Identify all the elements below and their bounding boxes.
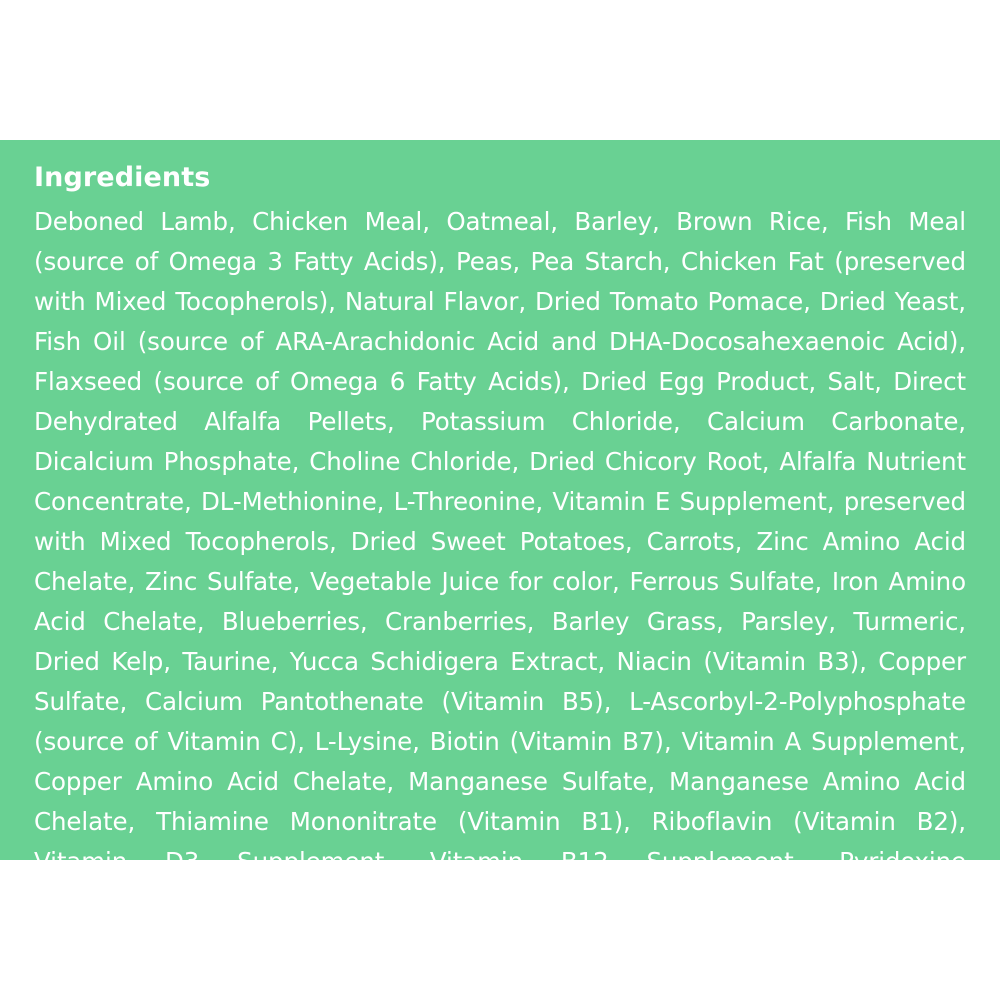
ingredients-panel	[0, 140, 1000, 957]
ingredients-text: Deboned Lamb, Chicken Meal, Oatmeal, Barley, Brown Rice, Fish Meal (source of Omega 3 Fatty Acids), Peas, Pea Starch, Chicken Fat (preserved with Mixed Tocopherols), Natural Flavor, Dried Tomato Pomace, Dried Yeast, Fish Oil (source of ARA-Arachidonic Acid and DHA-Docosahexaenoic Acid), Flaxseed (source of Omega 6 Fatty Acids), Dried Egg Product, Salt, Direct Dehydrated Alfalfa Pellets, Potassium Chloride, Calcium Carbonate, Dicalcium Phosphate, Choline Chloride, Dried Chicory Root, Alfalfa Nutrient Concentrate, DL-Methionine, L-Threonine, Vitamin E Supplement, preserved with Mixed Tocopherols, Dried Sweet Potatoes, Carrots, Zinc Amino Acid Chelate, Zinc Sulfate, Vegetable Juice for color, Ferrous Sulfate, Iron Amino Acid Chelate, Blueberries, Cranberries, Barley Grass, Parsley, Turmeric, Dried Kelp, Taurine, Yucca Schidigera Extract, Niacin (Vitamin B3), Copper Sulfate, Calcium Pantothenate (Vitamin B5), L-Ascorbyl-2-Polyphosphate (source of Vitamin C), L-Lysine, Biotin (Vitamin B7), Vitamin A Supplement, Copper Amino Acid Chelate, Manganese Sulfate, Manganese Amino Acid Chelate, Thiamine Mononitrate (Vitamin B1), Riboflavin (Vitamin B2), Vitamin D3 Supplement, Vitamin B12 Supplement, Pyridoxine Hydrochloride (Vitamin B6), Calcium Iodate, Folic Acid (Vitamin B9), Sodium Selenite, Oil of Rosemary.	[34, 207, 966, 957]
page-title: Ingredients	[34, 162, 211, 193]
